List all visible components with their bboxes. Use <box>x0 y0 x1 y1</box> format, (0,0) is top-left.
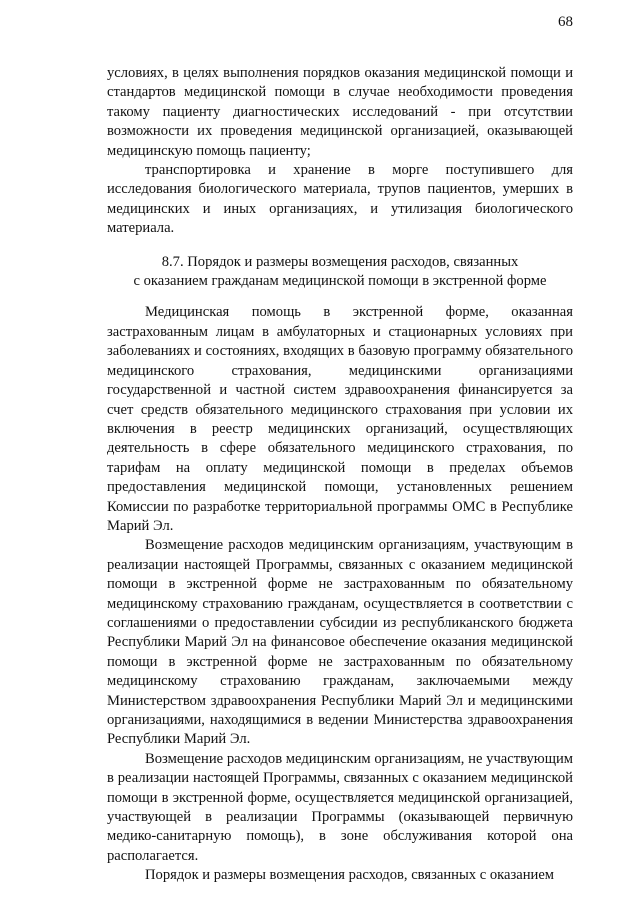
paragraph-order-and-amounts: Порядок и размеры возмещения расходов, связанных с оказанием <box>145 867 555 884</box>
paragraph-reimbursement-nonparticipants: Возмещение расходов медицинским организациям, не участвующим в реализации настоящей Программы, связанных с оказанием медицинской помощи в экстренной форме, осуществляется медицинской организацией, участвующей в реализации Программы (оказывающей первичную медико-санитарную помощь), в зоне обслуживания которой она располагается. <box>107 750 573 864</box>
paragraph-continuation: условиях, в целях выполнения порядков оказания медицинской помощи и стандартов медицинской помощи в случае необходимости проведения такому пациенту диагностических исследований - при отсутствии возможности их проведения медицинской организацией, оказывающей медицинскую помощь пациенту; <box>107 65 573 159</box>
paragraph-reimbursement-participants: Возмещение расходов медицинским организациям, участвующим в реализации настоящей Программы, связанных с оказанием медицинской помощи в экстренной форме не застрахованным по обязательному медицинскому страхованию гражданам, осуществляется в соответствии с соглашениями о предоставлении субсидии из республиканского бюджета Республики Марий Эл на финансовое обеспечение оказания медицинской помощи в экстренной форме не застрахованным по обязательному медицинскому страхованию гражданам, заключаемыми между Министерством здравоохранения Республики Марий Эл и медицинскими организациями, находящимися в ведении Министерства здравоохранения Республики Марий Эл. <box>107 537 573 748</box>
section-heading-line-1: 8.7. Порядок и размеры возмещения расходов, связанных <box>161 253 519 270</box>
paragraph-emergency-oms: Медицинская помощь в экстренной форме, оказанная застрахованным лицам в амбулаторных и стационарных условиях при заболеваниях и состояниях, входящих в базовую программу обязательного медицинского страхования, медицинскими организациями государственной и частной систем здравоохранения финансируется за счет средств обязательного медицинского страхования при условии их включения в реестр медицинских организаций, осуществляющих деятельность в сфере обязательного медицинского страхования, по тарифам на оплату медицинской помощи в пределах объемов предоставления медицинской помощи, установленных решением Комиссии по разработке территориальной программы ОМС в Республике Марий Эл. <box>107 304 573 534</box>
page-content <box>107 64 573 886</box>
page-number: 68 <box>558 14 573 30</box>
section-heading <box>107 253 573 292</box>
paragraph-transport: транспортировка и хранение в морге поступившего для исследования биологического материала, трупов пациентов, умерших в медицинских и иных организациях, и утилизация биологического материала. <box>107 162 573 237</box>
section-heading-line-2: с оказанием гражданам медицинской помощи в экстренной форме <box>133 273 547 290</box>
